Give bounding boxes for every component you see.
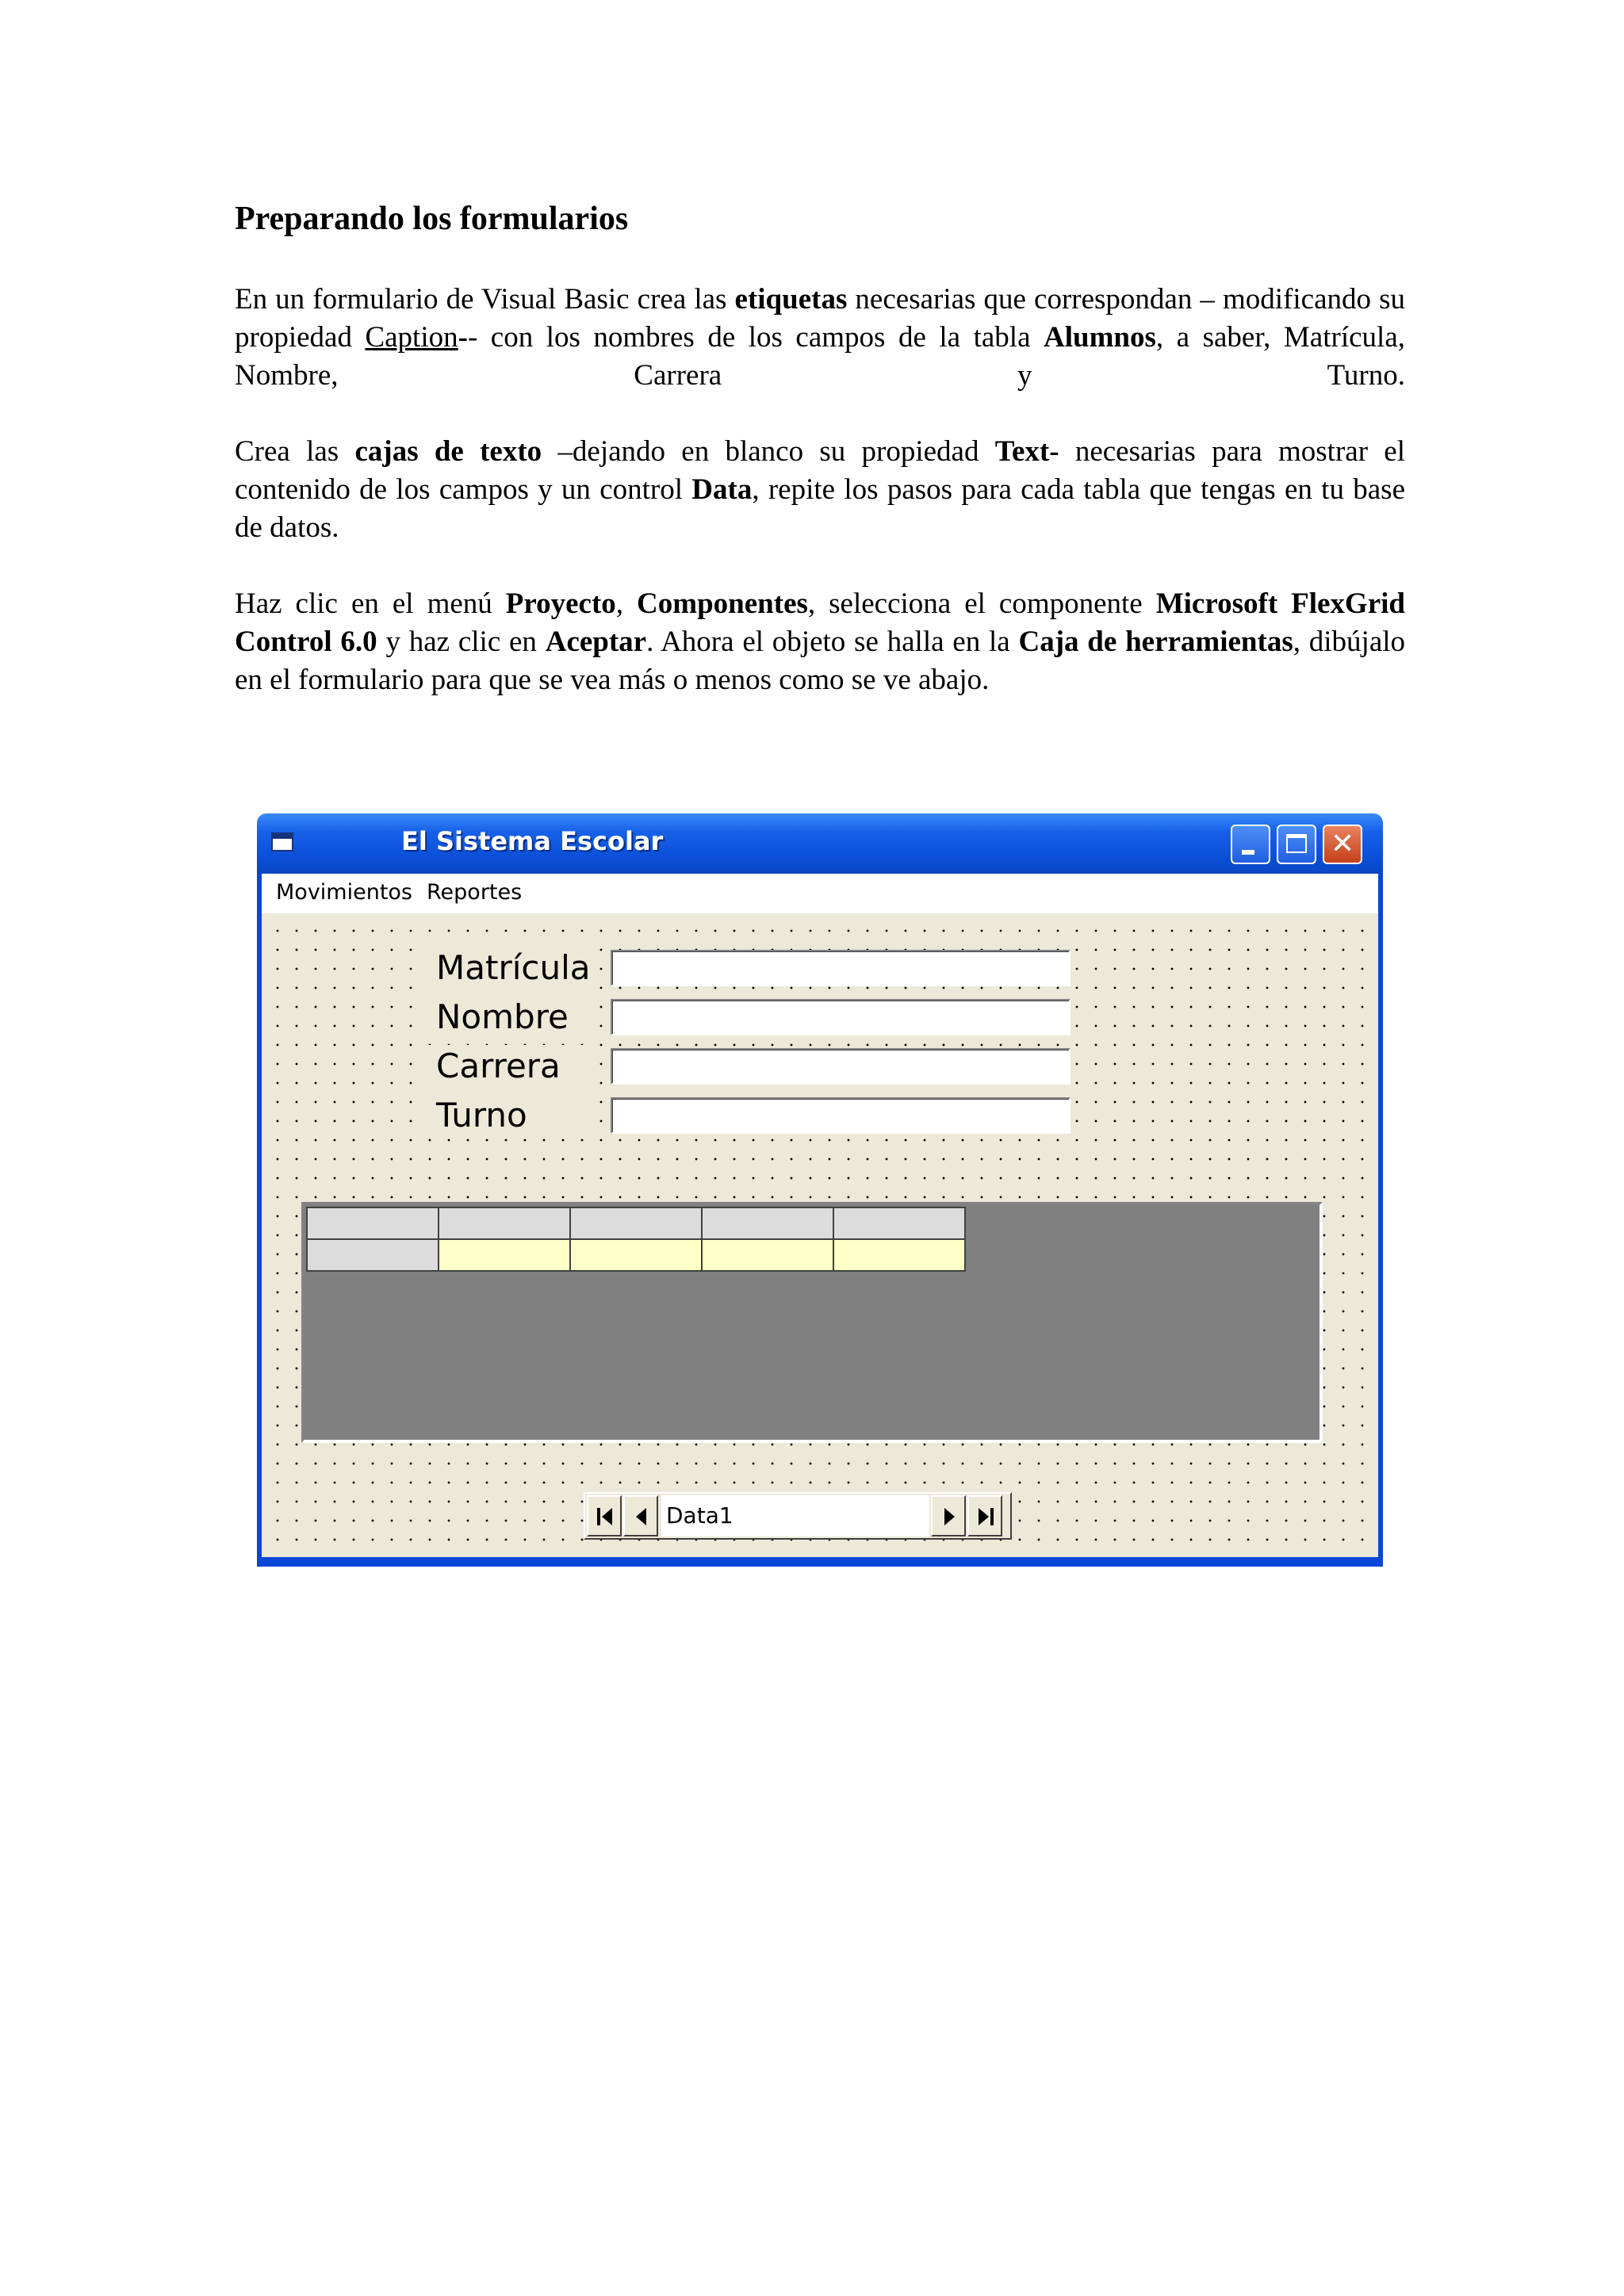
window-titlebar[interactable]	[257, 813, 1383, 874]
move-last-button[interactable]	[967, 1495, 1002, 1536]
close-button[interactable]	[1323, 825, 1362, 864]
form-design-area	[262, 913, 1378, 1557]
textbox-matricula[interactable]	[611, 950, 1071, 986]
move-next-button[interactable]	[931, 1495, 966, 1536]
grid-fixed-cell[interactable]	[307, 1207, 439, 1239]
document-title: Preparando los formularios	[235, 201, 629, 237]
data-control[interactable]	[584, 1492, 1012, 1540]
label-turno: Turno	[428, 1094, 598, 1137]
menu-movimientos[interactable]: Movimientos	[276, 880, 412, 905]
paragraph-componentes: Haz clic en el menú Proyecto, Componentes, selecciona el componente Microsoft FlexGrid Control 6.0 y haz clic en Aceptar. Ahora el objeto se halla en la Caja de herramientas, dibújalo en el formulario para que se vea más o menos como se ve abajo.	[235, 587, 1406, 696]
next-record-icon	[939, 1506, 959, 1527]
grid-fixed-cell[interactable]	[833, 1207, 965, 1239]
maximize-button[interactable]	[1277, 825, 1316, 864]
paragraph-cajas-de-texto: Crea las cajas de texto –dejando en blanco su propiedad Text- necesarias para mostrar el contenido de los campos y un control Data, repite los pasos para cada tabla que tengas en tu base de datos.	[235, 435, 1405, 544]
label-matricula: Matrícula	[428, 947, 598, 989]
paragraph-etiquetas: En un formulario de Visual Basic crea las etiquetas necesarias que correspondan – modificando su propiedad Caption-- con los nombres de los campos de la tabla Alumnos, a saber, Matrícula, Nombre, Carrera y Turno.	[235, 283, 1405, 392]
grid-cell[interactable]	[833, 1239, 965, 1271]
grid-cell[interactable]	[570, 1239, 702, 1271]
last-record-icon	[975, 1506, 996, 1527]
grid-fixed-cell[interactable]	[702, 1207, 833, 1239]
move-previous-button[interactable]	[623, 1495, 658, 1536]
grid-cell[interactable]	[439, 1239, 570, 1271]
grid-data-row	[307, 1239, 965, 1271]
move-first-button[interactable]	[587, 1495, 622, 1536]
label-nombre: Nombre	[428, 996, 598, 1039]
close-icon: ✕	[1330, 828, 1355, 860]
vb-form-window	[257, 813, 1383, 1567]
first-record-icon	[595, 1506, 615, 1527]
window-title: El Sistema Escolar	[401, 826, 664, 856]
grid-header-row	[307, 1207, 965, 1239]
grid-fixed-cell[interactable]	[570, 1207, 702, 1239]
grid-fixed-cell[interactable]	[307, 1239, 439, 1271]
menu-bar	[262, 874, 1378, 913]
textbox-carrera[interactable]	[611, 1048, 1071, 1085]
msflexgrid[interactable]	[301, 1202, 1323, 1443]
previous-record-icon	[631, 1506, 652, 1527]
data-control-caption: Data1	[661, 1495, 929, 1536]
form-icon[interactable]	[271, 832, 293, 851]
label-carrera: Carrera	[428, 1045, 598, 1088]
grid-cells	[306, 1207, 966, 1272]
menu-reportes[interactable]: Reportes	[427, 880, 523, 905]
grid-cell[interactable]	[702, 1239, 833, 1271]
minimize-button[interactable]	[1231, 825, 1270, 864]
grid-fixed-cell[interactable]	[439, 1207, 570, 1239]
textbox-turno[interactable]	[611, 1097, 1071, 1134]
textbox-nombre[interactable]	[611, 999, 1071, 1035]
